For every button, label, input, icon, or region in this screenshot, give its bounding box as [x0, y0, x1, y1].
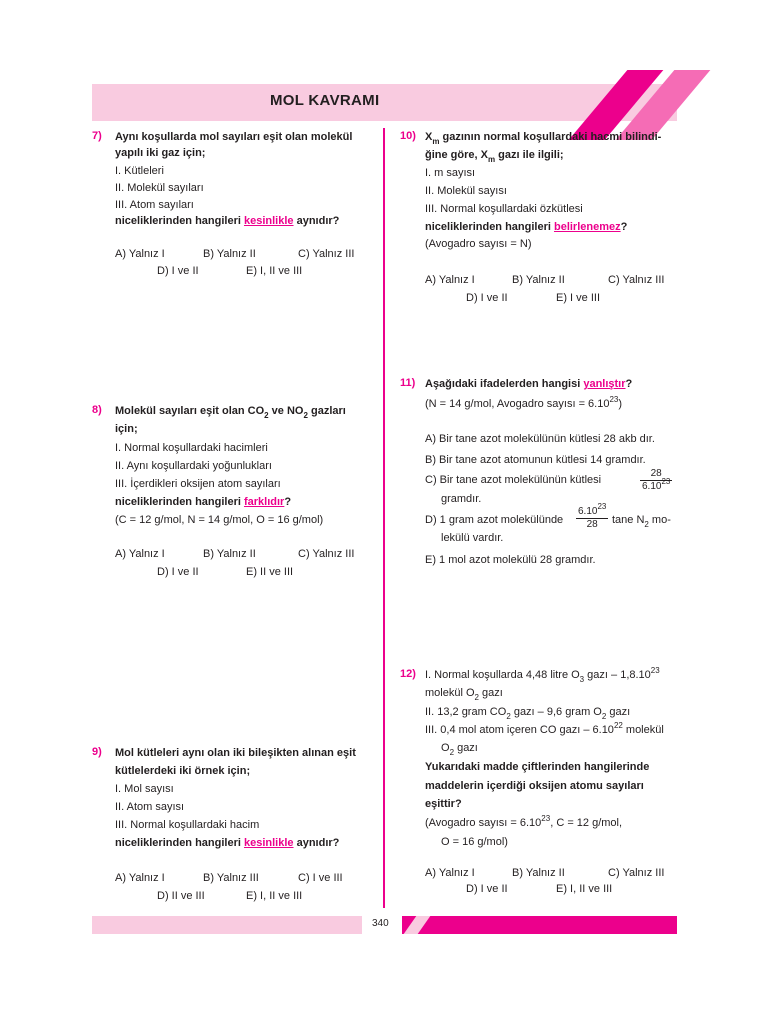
answer-option-d[interactable]: D) 1 gram azot molekülünde	[425, 514, 564, 526]
statement-item: III. 0,4 mol atom içeren CO gazı – 6.10$^{22}$ molekül	[425, 721, 664, 736]
question-stem: Molekül sayıları eşit olan $CO_2$ ve $NO_2$ gazları	[115, 405, 346, 420]
question-number: 8)	[92, 404, 102, 416]
fraction: $\frac{28}{6.10^{23}}$	[642, 468, 671, 492]
question-stem: yapılı iki gaz için;	[115, 147, 206, 159]
given-constants: (Avogadro sayısı = $6.10^{23}$, C = 12 g/mol,	[425, 814, 623, 829]
question-number: 11)	[400, 377, 416, 389]
answer-option-a[interactable]: A) Yalnız I	[115, 872, 165, 884]
statement-item: II. Molekül sayıları	[115, 182, 204, 194]
question-stem: Aynı koşullarda mol sayıları eşit olan molekül	[115, 131, 353, 143]
answer-option-e[interactable]: E) I ve III	[556, 292, 601, 304]
answer-option-d-cont: lekülü vardır.	[441, 532, 504, 544]
answer-option-e[interactable]: E) 1 mol azot molekülü 28 gramdır.	[425, 554, 596, 566]
answer-option-a[interactable]: A) Yalnız I	[425, 867, 475, 879]
answer-option-c[interactable]: C) Yalnız III	[608, 274, 665, 286]
statement-item: I. Kütleleri	[115, 165, 164, 177]
statement-item: III. Atom sayıları	[115, 199, 194, 211]
question-number: 9)	[92, 746, 102, 758]
answer-option-b[interactable]: B) Yalnız II	[203, 248, 256, 260]
answer-option-c[interactable]: C) Bir tane azot molekülünün kütlesi	[425, 474, 602, 486]
answer-option-d[interactable]: D) I ve II	[157, 566, 199, 578]
question-stem: Yukarıdaki madde çiftlerinden hangilerinde	[425, 761, 650, 773]
answer-option-a[interactable]: A) Yalnız I	[115, 548, 165, 560]
statement-item: III. Normal koşullardaki özkütlesi	[425, 203, 583, 215]
answer-option-b[interactable]: B) Yalnız II	[203, 548, 256, 560]
statement-item: II. Molekül sayısı	[425, 185, 507, 197]
question-number: 10)	[400, 130, 416, 142]
question-stem: ğine göre, $X_m$ gazı ile ilgili;	[425, 149, 564, 164]
answer-option-c[interactable]: C) Yalnız III	[298, 548, 355, 560]
statement-item: II. Aynı koşullardaki yoğunlukları	[115, 460, 272, 472]
answer-option-a[interactable]: A) Yalnız I	[115, 248, 165, 260]
question-ask: niceliklerinden hangileri farklıdır?	[115, 496, 292, 508]
question-ask: niceliklerinden hangileri kesinlikle aynıdır?	[115, 837, 340, 849]
given-constants: O = 16 g/mol)	[441, 836, 508, 848]
answer-option-e[interactable]: E) I, II ve III	[246, 265, 303, 277]
statement-item: II. 13,2 gram $CO_2$ gazı – 9,6 gram $O_2$ gazı	[425, 706, 631, 721]
question-stem: Aşağıdaki ifadelerden hangisi yanlıştır?	[425, 378, 633, 390]
question-stem: $X_m$ gazının normal koşullardaki hacmi bilindi-	[425, 131, 662, 146]
fraction: $\frac{6.10^{23}}{28}$	[578, 502, 607, 530]
statement-item: $O_2$ gazı	[441, 742, 478, 757]
statement-item: II. Atom sayısı	[115, 801, 185, 813]
answer-option-d[interactable]: D) I ve II	[157, 265, 199, 277]
question-ask: niceliklerinden hangileri belirlenemez?	[425, 221, 628, 233]
statement-item: III. İçerdikleri oksijen atom sayıları	[115, 478, 281, 490]
given-constants: (N = 14 g/mol, Avogadro sayısı = $6.10^{23}$)	[425, 395, 623, 410]
answer-option-e[interactable]: E) II ve III	[246, 566, 294, 578]
answer-option-d-cont: tane $N_2$ mo-	[612, 514, 671, 529]
statement-item: I. Normal koşullarda 4,48 litre $O_3$ gazı – 1,8.10$^{23}$	[425, 666, 660, 684]
statement-item: molekül $O_2$ gazı	[425, 687, 503, 702]
answer-option-e[interactable]: E) I, II ve III	[246, 890, 303, 902]
footer-bar-right	[402, 916, 677, 934]
question-stem: eşittir?	[425, 798, 462, 810]
statement-item: I. Mol sayısı	[115, 783, 174, 795]
question-stem: kütlelerdeki iki örnek için;	[115, 765, 251, 777]
answer-option-d[interactable]: D) I ve II	[466, 883, 508, 895]
statement-item: I. Normal koşullardaki hacimleri	[115, 442, 268, 454]
given-constants: (C = 12 g/mol, N = 14 g/mol, O = 16 g/mol)	[115, 514, 324, 526]
answer-option-a[interactable]: A) Bir tane azot molekülünün kütlesi 28 akb dır.	[425, 433, 655, 445]
given-constants: (Avogadro sayısı = N)	[425, 238, 532, 250]
answer-option-d[interactable]: D) I ve II	[466, 292, 508, 304]
footer-bar-left	[92, 916, 362, 934]
answer-option-c[interactable]: C) Yalnız III	[608, 867, 665, 879]
question-stem: Mol kütleleri aynı olan iki bileşikten alınan eşit	[115, 747, 356, 759]
column-divider	[383, 128, 385, 908]
page-number: 340	[372, 918, 389, 929]
answer-option-b[interactable]: B) Yalnız III	[203, 872, 259, 884]
question-stem: için;	[115, 423, 138, 435]
statement-item: I. m sayısı	[425, 167, 476, 179]
answer-option-b[interactable]: B) Bir tane azot atomunun kütlesi 14 gramdır.	[425, 454, 646, 466]
answer-option-b[interactable]: B) Yalnız II	[512, 274, 565, 286]
answer-option-c-cont: gramdır.	[441, 493, 482, 505]
answer-option-c[interactable]: C) I ve III	[298, 872, 343, 884]
page-title: MOL KAVRAMI	[270, 92, 380, 109]
answer-option-a[interactable]: A) Yalnız I	[425, 274, 475, 286]
answer-option-c[interactable]: C) Yalnız III	[298, 248, 355, 260]
answer-option-b[interactable]: B) Yalnız II	[512, 867, 565, 879]
question-number: 7)	[92, 130, 102, 142]
question-ask: niceliklerinden hangileri kesinlikle aynıdır?	[115, 215, 340, 227]
question-number: 12)	[400, 668, 416, 680]
statement-item: III. Normal koşullardaki hacim	[115, 819, 260, 831]
answer-option-e[interactable]: E) I, II ve III	[556, 883, 613, 895]
question-stem: maddelerin içerdiği oksijen atomu sayıları	[425, 780, 644, 792]
answer-option-d[interactable]: D) II ve III	[157, 890, 205, 902]
